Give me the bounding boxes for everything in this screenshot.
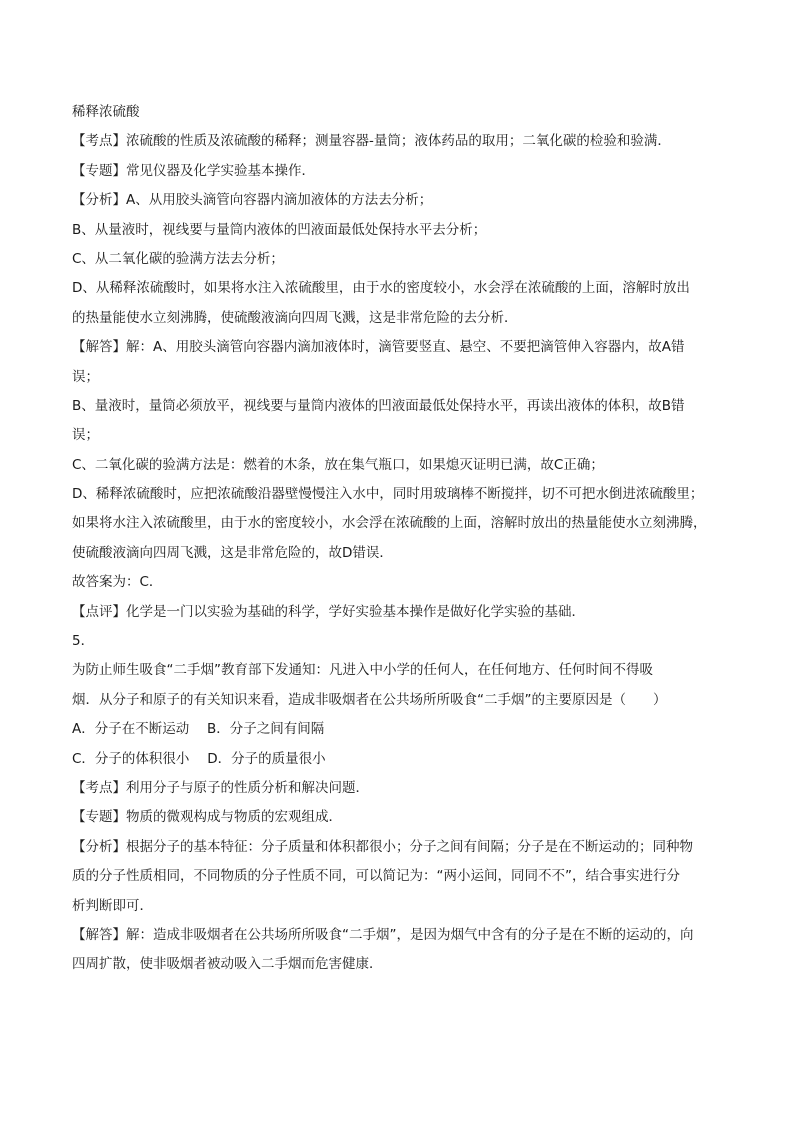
text-line: 为防止师生吸食“二手烟”教育部下发通知：凡进入中小学的任何人，在任何地方、任何时间不得吸 xyxy=(72,662,653,679)
text-line: 四周扩散，使非吸烟者被动吸入二手烟而危害健康． xyxy=(72,956,383,973)
text-line: 烟．从分子和原子的有关知识来看，造成非吸烟者在公共场所所吸食“二手烟”的主要原因是（ ） xyxy=(72,691,667,708)
text-line: 使硫酸液滴向四周飞溅，这是非常危险的，故D错误． xyxy=(72,544,393,561)
text-line: 【分析】根据分子的基本特征：分子质量和体积都很小；分子之间有间隔；分子是在不断运动的；同种物 xyxy=(72,838,693,855)
option-line: C．分子的体积很小 D．分子的质量很小 xyxy=(72,750,326,767)
text-line: 【考点】利用分子与原子的性质分析和解决问题． xyxy=(72,779,369,796)
text-line: D、从稀释浓硫酸时，如果将水注入浓硫酸里，由于水的密度较小，水会浮在浓硫酸的上面，溶解时放出 xyxy=(72,280,690,297)
text-line: 析判断即可． xyxy=(72,897,153,914)
text-line: 【解答】解：A、用胶头滴管向容器内滴加液体时，滴管要竖直、悬空、不要把滴管伸入容器内，故A错 xyxy=(72,339,685,356)
text-line: 【专题】常见仪器及化学实验基本操作． xyxy=(72,162,315,179)
text-line: 【分析】A、从用胶头滴管向容器内滴加液体的方法去分析； xyxy=(72,192,433,209)
question-number: 5． xyxy=(72,633,95,650)
text-line: 故答案为：C． xyxy=(72,574,163,591)
text-line: 误； xyxy=(72,427,99,444)
text-line: 如果将水注入浓硫酸里，由于水的密度较小，水会浮在浓硫酸的上面，溶解时放出的热量能使水立刻沸腾， xyxy=(72,515,707,532)
text-line: 【专题】物质的微观构成与物质的宏观组成． xyxy=(72,809,342,826)
text-line: 稀释浓硫酸 xyxy=(72,104,140,120)
text-line: B、从量液时，视线要与量筒内液体的凹液面最低处保持水平去分析； xyxy=(72,221,487,238)
text-line: 【解答】解：造成非吸烟者在公共场所所吸食“二手烟”，是因为烟气中含有的分子是在不断的运动的，向 xyxy=(72,926,694,943)
text-line: D、稀释浓硫酸时，应把浓硫酸沿器壁慢慢注入水中，同时用玻璃棒不断搅拌，切不可把水倒进浓硫酸里； xyxy=(72,486,704,503)
text-line: C、二氧化碳的验满方法是：燃着的木条，放在集气瓶口，如果熄灭证明已满，故C正确； xyxy=(72,456,604,473)
text-line: 【考点】浓硫酸的性质及浓硫酸的稀释；测量容器-量筒；液体药品的取用；二氧化碳的检验和验满． xyxy=(72,133,671,150)
text-line: 【点评】化学是一门以实验为基础的科学，学好实验基本操作是做好化学实验的基础． xyxy=(72,603,585,620)
text-line: B、量液时，量筒必须放平，视线要与量筒内液体的凹液面最低处保持水平，再读出液体的体积，故B错 xyxy=(72,397,685,414)
text-line: 质的分子性质相同，不同物质的分子性质不同，可以简记为：“两小运间，同同不不”，结合事实进行分 xyxy=(72,868,680,885)
text-line: 的热量能使水立刻沸腾，使硫酸液滴向四周飞溅，这是非常危险的去分析． xyxy=(72,309,518,326)
text-line: C、从二氧化碳的验满方法去分析； xyxy=(72,250,284,267)
text-line: 误； xyxy=(72,368,99,385)
option-line: A．分子在不断运动 B．分子之间有间隔 xyxy=(72,721,325,738)
